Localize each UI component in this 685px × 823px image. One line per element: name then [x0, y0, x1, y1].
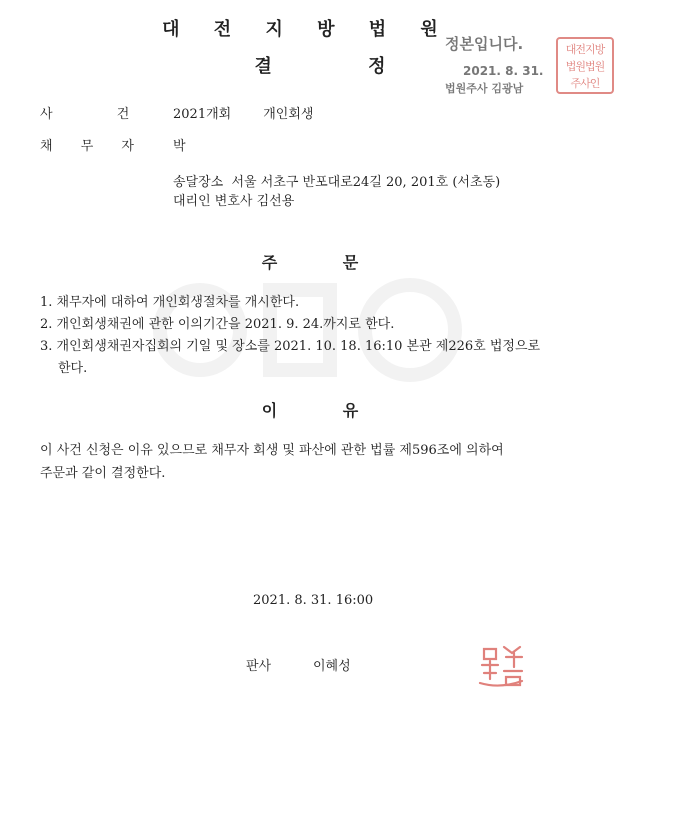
- case-value: [173, 103, 313, 122]
- document-type-title: 결 정: [254, 56, 386, 77]
- certification-clerk: 법원주사 김광남: [445, 82, 524, 95]
- seal-line: 주사인: [570, 77, 600, 90]
- court-seal-icon: [556, 37, 614, 94]
- decision-datetime: 2021. 8. 31. 16:00: [253, 593, 374, 608]
- order-item-continuation: 한다.: [58, 361, 88, 376]
- case-label: 사 건: [40, 107, 130, 122]
- seal-line: 법원법원: [565, 60, 605, 73]
- reason-line: 주문과 같이 결정한다.: [40, 466, 166, 481]
- debtor-label: 채 무 자: [40, 139, 134, 154]
- order-heading: 주 문: [261, 253, 359, 272]
- certification-date: 2021. 8. 31.: [463, 64, 544, 78]
- case-name: 개인회생: [263, 107, 314, 122]
- reason-line: 이 사건 신청은 이유 있으므로 채무자 회생 및 파산에 관한 법률 제596조에 의하여: [40, 443, 504, 458]
- debtor-name: 박: [173, 139, 186, 154]
- certified-copy-stamp: 정본입니다.: [445, 35, 524, 53]
- order-item: 2. 개인회생채권에 관한 이의기간을 2021. 9. 24.까지로 한다.: [40, 317, 395, 332]
- judge-name: 이혜성: [313, 659, 351, 674]
- order-item: 1. 채무자에 대하여 개인회생절차를 개시한다.: [40, 295, 300, 310]
- service-address: 송달장소 서울 서초구 반포대로24길 20, 201호 (서초동): [173, 175, 501, 190]
- reason-heading: 이 유: [261, 401, 359, 420]
- case-number: 2021개회: [173, 107, 232, 122]
- judge-seal-icon: [476, 641, 526, 689]
- court-name: 대 전 지 방 법 원: [162, 19, 438, 40]
- legal-agent: 대리인 변호사 김선용: [173, 194, 295, 209]
- order-item: 3. 개인회생채권자집회의 기일 및 장소를 2021. 10. 18. 16:10 본관 제226호 법정으로: [40, 339, 541, 354]
- seal-line: 대전지방: [565, 43, 605, 56]
- judge-label: 판사: [246, 659, 272, 674]
